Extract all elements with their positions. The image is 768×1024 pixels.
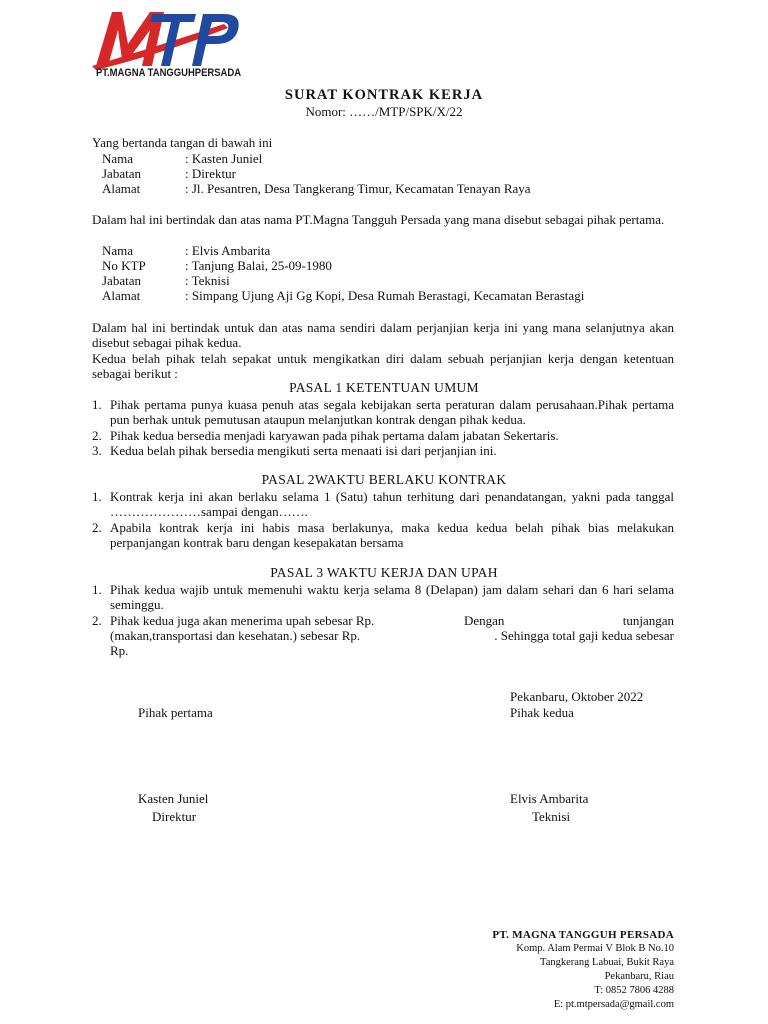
- pasal1-item: [92, 397, 674, 427]
- field-label: Nama: [102, 151, 134, 166]
- field-label: No KTP: [102, 258, 146, 273]
- footer-company-name: PT. MAGNA TANGGUH PERSADA: [492, 929, 674, 941]
- item-text: Kontrak kerja ini akan berlaku selama 1 (Satu) tahun terhitung dari penandatangan, yakni pada tanggal …………………sampai dengan…….: [110, 489, 674, 519]
- signatory-right-title: Teknisi: [532, 809, 571, 824]
- item-text: Kedua belah pihak bersedia mengikuti serta menaati isi dari perjanjian ini.: [110, 443, 497, 458]
- item-text-part: . Sehingga total gaji kedua sebesar: [494, 628, 674, 643]
- item-number: 1.: [92, 397, 102, 412]
- party1-details: [0, 151, 768, 211]
- mtp-logo-graphic: [92, 8, 242, 70]
- field-value: : Teknisi: [185, 273, 230, 288]
- item-text: Pihak pertama punya kuasa penuh atas segala kebijakan serta peraturan dalam perusahaan.Pihak pertama pun berhak untuk pemutusan ataupun melanjutkan kontrak dengan pihak kedua.: [110, 397, 674, 427]
- item-text-part: Pihak kedua juga akan menerima upah sebesar Rp.: [110, 613, 375, 628]
- field-label: Alamat: [102, 181, 141, 196]
- item-number: 2.: [92, 613, 102, 628]
- field-value: : Direktur: [185, 166, 236, 181]
- field-label: Jabatan: [102, 273, 141, 288]
- pasal1-item: [92, 443, 674, 458]
- signatory-left-title: Direktur: [152, 809, 197, 824]
- item-text-part: Dengan: [464, 613, 505, 628]
- party1-statement: Dalam hal ini bertindak dan atas nama PT.Magna Tangguh Persada yang mana disebut sebagai pihak pertama.: [92, 212, 665, 227]
- pasal3-item: [92, 582, 674, 612]
- document-title: SURAT KONTRAK KERJA: [284, 87, 484, 103]
- footer-phone: T: 0852 7806 4288: [594, 985, 674, 996]
- item-text: Pihak kedua wajib untuk memenuhi waktu kerja selama 8 (Delapan) jam dalam sehari dan 6 hari selama seminggu.: [110, 582, 674, 612]
- footer-address-line2: Tangkerang Labuai, Bukit Raya: [540, 957, 674, 968]
- document-number: Nomor: ……/MTP/SPK/X/22: [305, 104, 463, 119]
- field-value: : Kasten Juniel: [185, 151, 263, 166]
- footer-email: E: pt.mtpersada@gmail.com: [553, 999, 674, 1010]
- intro-text: Yang bertanda tangan di bawah ini: [92, 135, 273, 150]
- pasal3-item: [92, 613, 674, 659]
- field-label: Nama: [102, 243, 134, 258]
- item-text-part: Rp.: [110, 643, 129, 658]
- item-text-part: tunjangan: [622, 613, 674, 628]
- item-text-part: (makan,transportasi dan kesehatan.) sebesar Rp.: [110, 628, 361, 643]
- signatory-left-role: Pihak pertama: [138, 705, 213, 720]
- item-number: 2.: [92, 520, 102, 535]
- field-value: : Elvis Ambarita: [185, 243, 271, 258]
- footer-address-line1: Komp. Alam Permai V Blok B No.10: [516, 943, 674, 954]
- signatory-left-name: Kasten Juniel: [138, 791, 209, 806]
- footer-city: Pekanbaru, Riau: [604, 971, 674, 982]
- field-value: : Simpang Ujung Aji Gg Kopi, Desa Rumah Berastagi, Kecamatan Berastagi: [185, 288, 585, 303]
- field-value: : Jl. Pesantren, Desa Tangkerang Timur, Kecamatan Tenayan Raya: [185, 181, 531, 196]
- signatory-right-name: Elvis Ambarita: [510, 791, 589, 806]
- pasal2-item: [92, 489, 674, 519]
- party2-statement: Dalam hal ini bertindak untuk dan atas nama sendiri dalam perjanjian kerja ini yang mana selanjutnya akan disebut sebagai pihak kedua.: [92, 320, 674, 350]
- pasal2-heading: PASAL 2WAKTU BERLAKU KONTRAK: [261, 472, 507, 487]
- logo-company-name: PT.MAGNA TANGGUHPERSADA: [96, 67, 242, 79]
- party2-details: [0, 243, 768, 307]
- logo-letter-p: [192, 14, 239, 66]
- item-number: 2.: [92, 428, 102, 443]
- pasal3-heading: PASAL 3 WAKTU KERJA DAN UPAH: [270, 565, 498, 580]
- item-text: Apabila kontrak kerja ini habis masa berlakunya, maka kedua kedua belah pihak bias melakukan perpanjangan kontrak baru dengan kesepakatan bersama: [110, 520, 674, 550]
- field-label: Alamat: [102, 288, 141, 303]
- place-date: Pekanbaru, Oktober 2022: [510, 689, 644, 704]
- pasal1-item: [92, 428, 674, 443]
- field-value: : Tanjung Balai, 25-09-1980: [185, 258, 332, 273]
- item-number: 1.: [92, 582, 102, 597]
- signatory-right-role: Pihak kedua: [510, 705, 574, 720]
- item-number: 1.: [92, 489, 102, 504]
- item-text: Pihak kedua bersedia menjadi karyawan pada pihak pertama dalam jabatan Sekertaris.: [110, 428, 559, 443]
- item-number: 3.: [92, 443, 102, 458]
- footer-contact: [492, 928, 674, 1012]
- pasal2-item: [92, 520, 674, 550]
- field-label: Jabatan: [102, 166, 141, 181]
- agreement-statement: Kedua belah pihak telah sepakat untuk mengikatkan diri dalam sebuah perjanjian kerja dengan ketentuan sebagai berikut :: [92, 351, 674, 381]
- pasal1-heading: PASAL 1 KETENTUAN UMUM: [289, 380, 479, 395]
